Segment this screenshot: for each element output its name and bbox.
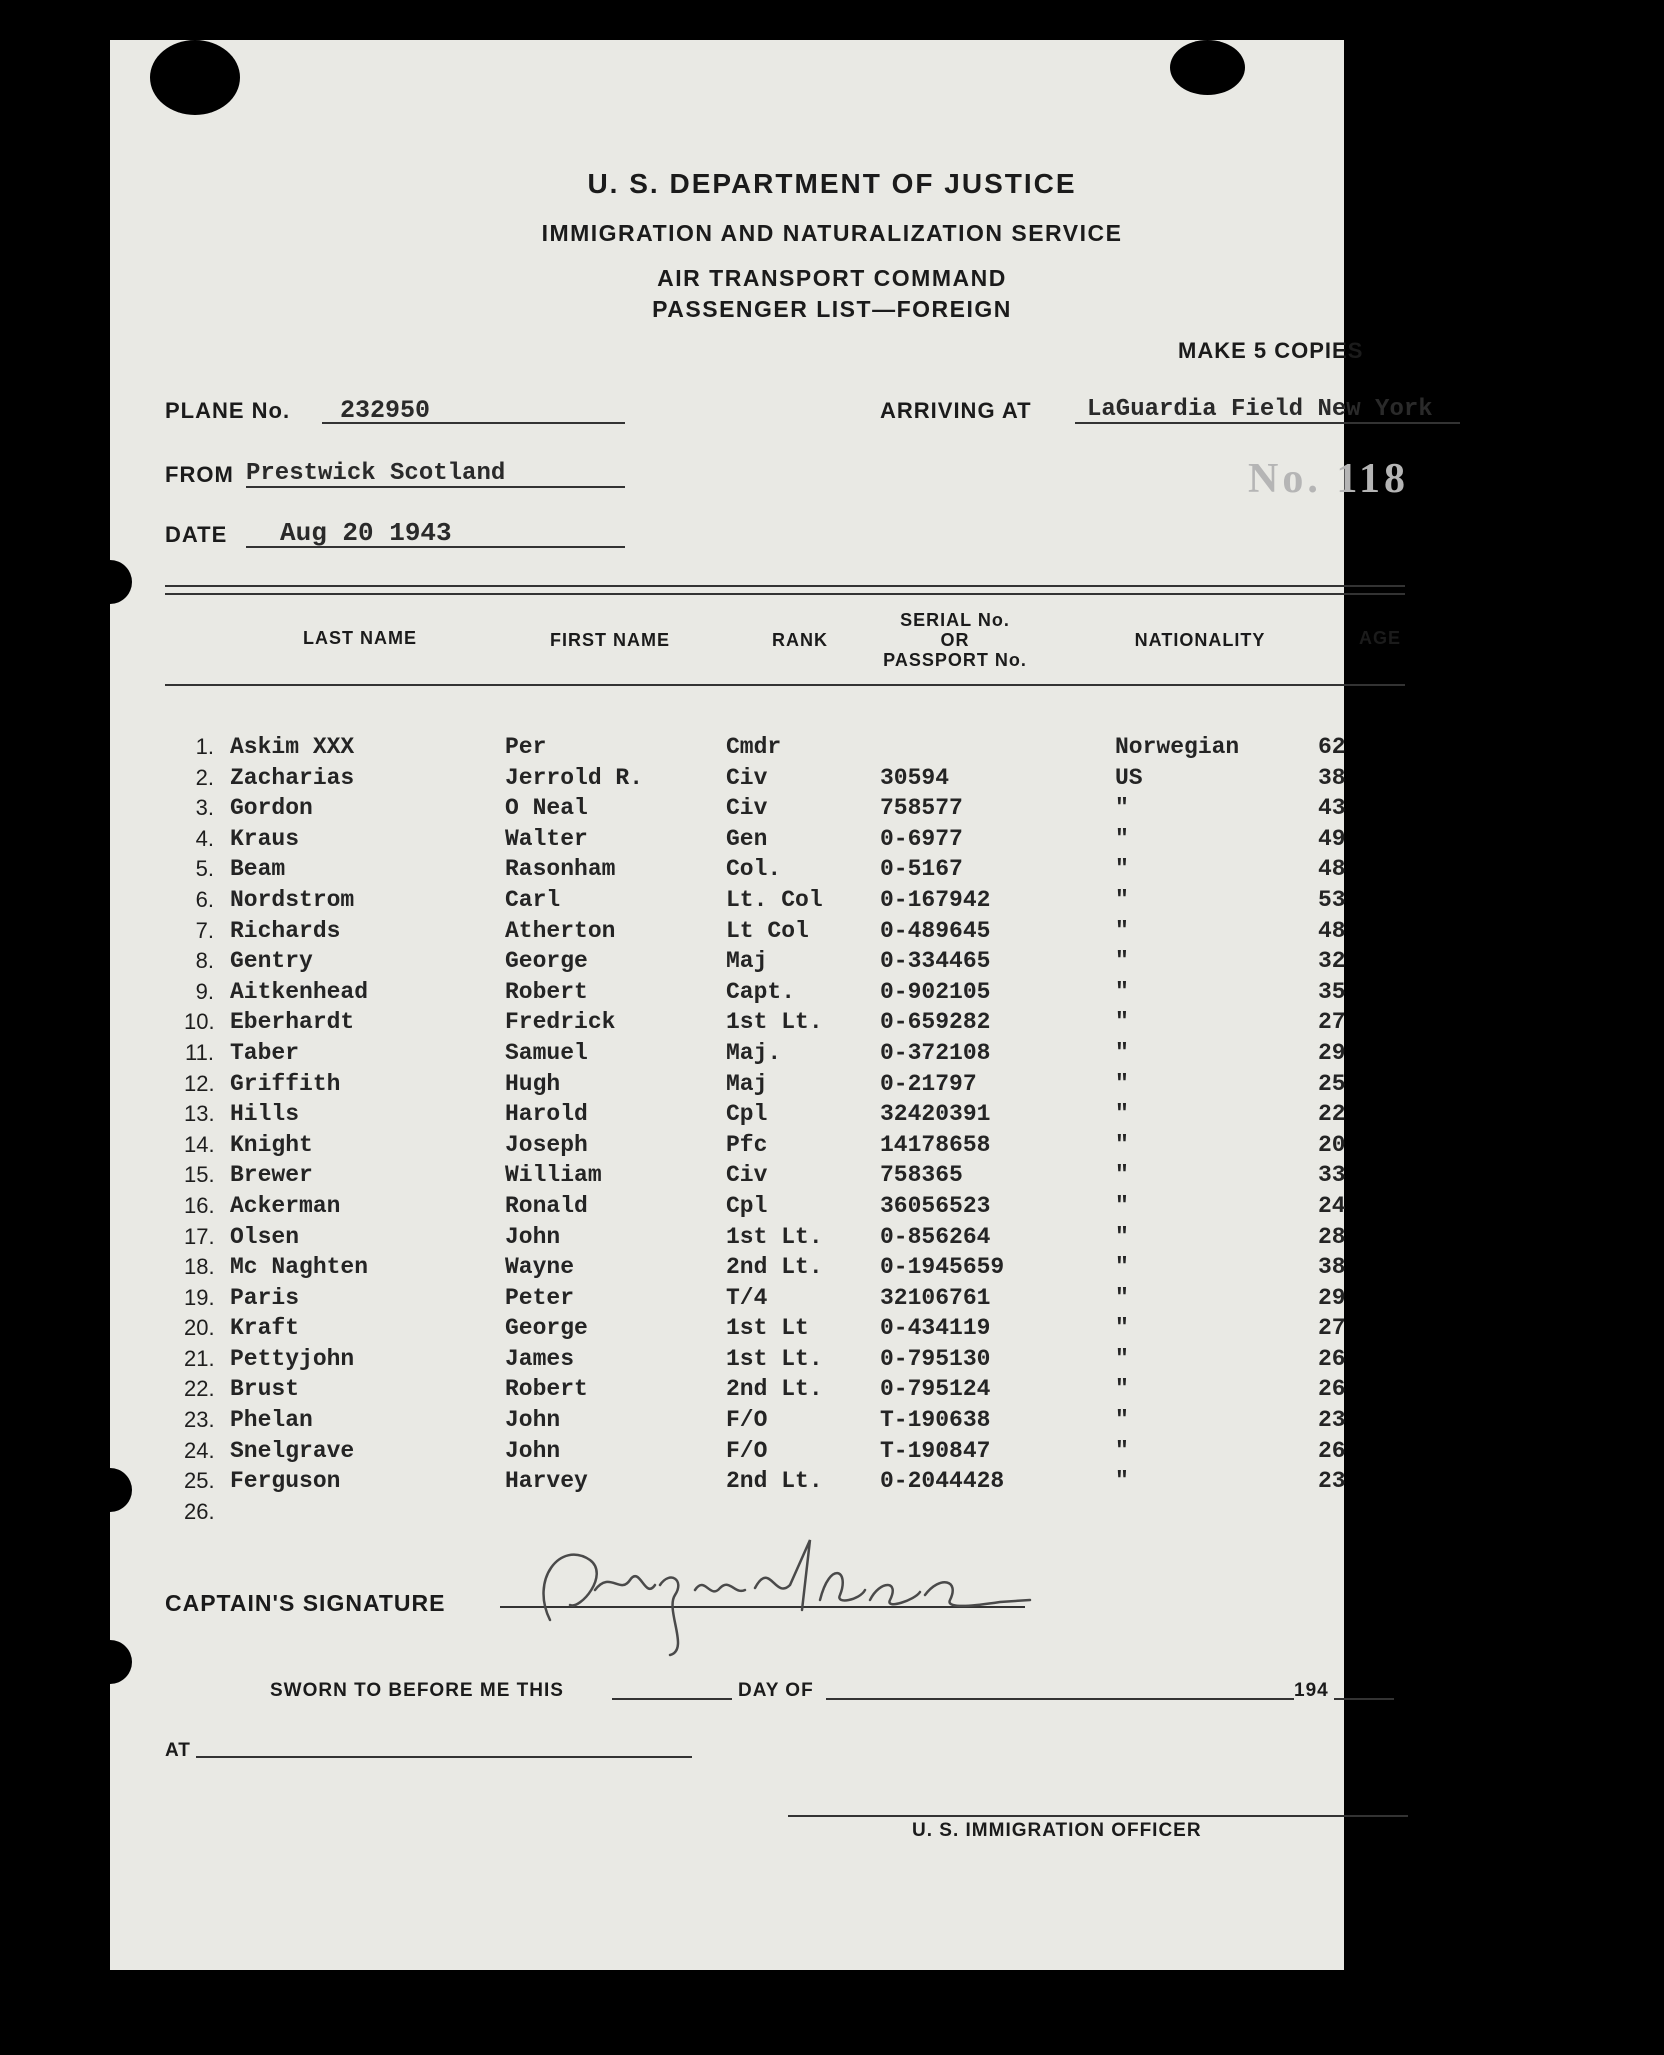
passenger-row: [0, 979, 1664, 1010]
officer-line: [788, 1815, 1408, 1817]
col-serial-line2: OR: [940, 630, 970, 650]
col-serial-line3: PASSPORT No.: [883, 650, 1027, 670]
passenger-age: 53: [1318, 886, 1346, 913]
passenger-rank: Pfc: [726, 1131, 768, 1158]
passenger-nationality: ": [1115, 886, 1129, 913]
passenger-serial: 0-167942: [880, 886, 991, 913]
passenger-age: 48: [1318, 917, 1346, 944]
passenger-nationality: ": [1115, 1101, 1129, 1128]
passenger-nationality: US: [1115, 764, 1143, 791]
passenger-serial: 0-902105: [880, 978, 991, 1005]
passenger-first-name: Peter: [505, 1284, 575, 1311]
date-label: DATE: [165, 522, 228, 547]
passenger-serial: 32106761: [880, 1284, 991, 1311]
passenger-last-name: Snelgrave: [230, 1437, 355, 1464]
passenger-rank: Civ: [726, 764, 768, 791]
passenger-number: 2.: [195, 764, 214, 790]
passenger-last-name: Beam: [230, 856, 286, 883]
passenger-age: 20: [1318, 1131, 1346, 1158]
passenger-number: 1.: [195, 734, 214, 759]
passenger-age: 23: [1318, 1407, 1346, 1434]
passenger-serial: 0-6977: [880, 825, 963, 852]
at-label: AT: [165, 1740, 191, 1761]
passenger-nationality: ": [1115, 948, 1129, 975]
passenger-number: 11.: [185, 1039, 214, 1065]
passenger-last-name: Pettyjohn: [230, 1345, 355, 1372]
passenger-serial: 30594: [880, 764, 950, 791]
passenger-number: 20.: [184, 1315, 215, 1341]
passenger-serial: 0-659282: [880, 1009, 991, 1036]
passenger-number: 3.: [195, 795, 214, 821]
passenger-nationality: ": [1115, 1407, 1129, 1434]
arriving-label: ARRIVING AT: [880, 398, 1032, 423]
passenger-last-name: Richards: [230, 917, 341, 944]
passenger-first-name: Atherton: [505, 917, 616, 944]
punch-hole-bottom: [88, 1640, 132, 1684]
day-of-line: [826, 1698, 1294, 1700]
passenger-nationality: ": [1115, 1284, 1129, 1311]
passenger-serial: 14178658: [880, 1131, 991, 1158]
passenger-number: 26.: [184, 1498, 215, 1524]
passenger-age: 24: [1318, 1192, 1346, 1219]
col-age: AGE: [1358, 628, 1401, 648]
service-heading: IMMIGRATION AND NATURALIZATION SERVICE: [541, 220, 1123, 246]
passenger-rank: Gen: [726, 825, 768, 852]
torn-corner-left: [150, 40, 240, 115]
passenger-row: [0, 1132, 1664, 1163]
passenger-nationality: ": [1115, 978, 1129, 1005]
passenger-rank: 1st Lt: [726, 1315, 809, 1342]
passenger-age: 62: [1318, 734, 1346, 760]
passenger-nationality: ": [1115, 1192, 1129, 1219]
passenger-row: [0, 1224, 1664, 1255]
passenger-nationality: ": [1115, 1376, 1129, 1403]
passenger-rank: Civ: [726, 795, 768, 822]
captain-signature-label: CAPTAIN'S SIGNATURE: [165, 1590, 446, 1616]
passenger-row: [0, 1468, 1664, 1499]
passenger-rank: Maj.: [726, 1039, 782, 1066]
passenger-row: [0, 1009, 1664, 1040]
passenger-last-name: Griffith: [230, 1070, 341, 1097]
passenger-row: [0, 918, 1664, 949]
passenger-rank: Maj: [726, 948, 768, 975]
passenger-last-name: Paris: [230, 1284, 300, 1311]
passenger-last-name: Gordon: [230, 795, 313, 822]
passenger-serial: T-190638: [880, 1407, 991, 1434]
passenger-first-name: Robert: [505, 978, 588, 1005]
passenger-age: 26: [1318, 1376, 1346, 1403]
passenger-last-name: Kraus: [230, 825, 300, 852]
command-heading: AIR TRANSPORT COMMAND: [657, 265, 1007, 291]
passenger-last-name: Gentry: [230, 948, 313, 975]
sworn-line: [612, 1698, 732, 1700]
passenger-number: 9.: [195, 978, 214, 1004]
year-label: 194: [1294, 1680, 1329, 1701]
passenger-first-name: John: [505, 1437, 561, 1464]
arriving-line: [1075, 422, 1460, 424]
passenger-nationality: ": [1115, 1131, 1129, 1158]
passenger-age: 38: [1318, 764, 1346, 791]
at-line: [196, 1756, 692, 1758]
passenger-age: 26: [1318, 1437, 1346, 1464]
sworn-label: SWORN TO BEFORE ME THIS: [270, 1680, 564, 1701]
punch-hole-top: [88, 560, 132, 604]
passenger-first-name: Fredrick: [505, 1009, 616, 1036]
passenger-first-name: George: [505, 948, 588, 975]
plane-number: 232950: [340, 396, 431, 425]
passenger-list: [0, 734, 1664, 1529]
plane-label: PLANE No.: [165, 398, 291, 423]
passenger-nationality: ": [1115, 1009, 1129, 1036]
passenger-nationality: ": [1115, 1345, 1129, 1372]
passenger-rank: Capt.: [726, 978, 796, 1005]
passenger-serial: 32420391: [880, 1101, 991, 1128]
passenger-rank: 2nd Lt.: [726, 1376, 823, 1403]
from-label: FROM: [165, 462, 234, 487]
passenger-serial: 758365: [880, 1162, 963, 1189]
passenger-number: 19.: [184, 1284, 215, 1310]
header-bottom-rule: [165, 684, 1405, 686]
passenger-number: 13.: [184, 1101, 215, 1127]
passenger-rank: Cpl: [726, 1101, 768, 1128]
passenger-row: [0, 1071, 1664, 1102]
passenger-number: 8.: [195, 948, 214, 974]
passenger-number: 4.: [195, 825, 214, 851]
passenger-row: [0, 1376, 1664, 1407]
passenger-row: [0, 826, 1664, 857]
passenger-rank: Col.: [726, 856, 782, 883]
passenger-nationality: ": [1115, 1039, 1129, 1066]
passenger-number: 22.: [184, 1376, 215, 1402]
passenger-age: 28: [1318, 1223, 1346, 1250]
passenger-row: [0, 734, 1664, 765]
passenger-row: [0, 887, 1664, 918]
passenger-number: 5.: [195, 856, 214, 882]
passenger-serial: 0-434119: [880, 1315, 991, 1342]
passenger-age: 29: [1318, 1284, 1346, 1311]
passenger-rank: Lt Col: [726, 917, 809, 944]
passenger-nationality: ": [1115, 856, 1129, 883]
passenger-nationality: ": [1115, 1223, 1129, 1250]
passenger-serial: 0-856264: [880, 1223, 991, 1250]
passenger-last-name: Taber: [230, 1039, 300, 1066]
passenger-last-name: Askim XXX: [230, 734, 355, 760]
officer-label: U. S. IMMIGRATION OFFICER: [912, 1820, 1202, 1841]
arriving-value: LaGuardia Field New York: [1087, 396, 1433, 423]
passenger-serial: 0-5167: [880, 856, 963, 883]
passenger-nationality: ": [1115, 825, 1129, 852]
passenger-nationality: ": [1115, 1315, 1129, 1342]
passenger-last-name: Zacharias: [230, 764, 355, 791]
passenger-first-name: Harvey: [505, 1468, 588, 1495]
passenger-rank: 1st Lt.: [726, 1223, 823, 1250]
passenger-first-name: Rasonham: [505, 856, 616, 883]
passenger-first-name: John: [505, 1407, 561, 1434]
passenger-age: 48: [1318, 856, 1346, 883]
passenger-number: 25.: [184, 1468, 215, 1494]
passenger-first-name: Wayne: [505, 1254, 575, 1281]
passenger-rank: 1st Lt.: [726, 1345, 823, 1372]
col-nationality: NATIONALITY: [1134, 630, 1266, 650]
passenger-row: [0, 1407, 1664, 1438]
passenger-first-name: James: [505, 1345, 575, 1372]
passenger-rank: F/O: [726, 1437, 768, 1464]
passenger-first-name: Joseph: [505, 1131, 588, 1158]
passenger-serial: 0-795130: [880, 1345, 991, 1372]
passenger-nationality: ": [1115, 795, 1129, 822]
captain-signature: [520, 1500, 1040, 1660]
passenger-first-name: Robert: [505, 1376, 588, 1403]
copies-note: MAKE 5 COPIES: [1178, 338, 1364, 363]
passenger-rank: 2nd Lt.: [726, 1468, 823, 1495]
passenger-number: 15.: [184, 1162, 215, 1188]
passenger-serial: 0-795124: [880, 1376, 991, 1403]
col-first-name: FIRST NAME: [550, 630, 670, 650]
passenger-age: 43: [1318, 795, 1346, 822]
passenger-row: [0, 1162, 1664, 1193]
passenger-rank: Civ: [726, 1162, 768, 1189]
passenger-age: 25: [1318, 1070, 1346, 1097]
passenger-row: [0, 1040, 1664, 1071]
passenger-first-name: Harold: [505, 1101, 588, 1128]
passenger-last-name: Olsen: [230, 1223, 300, 1250]
passenger-row: [0, 856, 1664, 887]
passenger-first-name: Jerrold R.: [505, 764, 644, 791]
passenger-last-name: Ackerman: [230, 1192, 341, 1219]
file-stamp: No. 118: [1248, 456, 1410, 502]
passenger-row: [0, 1101, 1664, 1132]
passenger-last-name: Phelan: [230, 1407, 313, 1434]
passenger-age: 29: [1318, 1039, 1346, 1066]
passenger-row: [0, 1315, 1664, 1346]
passenger-first-name: Carl: [505, 886, 561, 913]
passenger-number: 10.: [184, 1009, 215, 1035]
passenger-row: [0, 795, 1664, 826]
passenger-last-name: Mc Naghten: [230, 1254, 369, 1281]
passenger-age: 26: [1318, 1345, 1346, 1372]
day-of-label: DAY OF: [738, 1680, 814, 1701]
passenger-nationality: ": [1115, 1437, 1129, 1464]
passenger-age: 27: [1318, 1009, 1346, 1036]
passenger-nationality: ": [1115, 1070, 1129, 1097]
passenger-last-name: Ferguson: [230, 1468, 341, 1495]
passenger-number: 7.: [195, 917, 214, 943]
passenger-nationality: Norwegian: [1115, 734, 1240, 760]
list-title: PASSENGER LIST—FOREIGN: [652, 296, 1012, 322]
col-last-name: LAST NAME: [303, 628, 417, 648]
passenger-age: 38: [1318, 1254, 1346, 1281]
passenger-rank: 1st Lt.: [726, 1009, 823, 1036]
department-heading: U. S. DEPARTMENT OF JUSTICE: [587, 168, 1077, 199]
passenger-serial: 0-489645: [880, 917, 991, 944]
passenger-row: [0, 1285, 1664, 1316]
from-value: Prestwick Scotland: [246, 460, 506, 487]
passenger-first-name: George: [505, 1315, 588, 1342]
passenger-first-name: Samuel: [505, 1039, 588, 1066]
passenger-age: 33: [1318, 1162, 1346, 1189]
passenger-serial: 0-21797: [880, 1070, 977, 1097]
passenger-rank: 2nd Lt.: [726, 1254, 823, 1281]
passenger-last-name: Aitkenhead: [230, 978, 369, 1005]
passenger-rank: Lt. Col: [726, 886, 823, 913]
passenger-number: 6.: [195, 886, 214, 912]
date-value: Aug 20 1943: [280, 518, 452, 548]
passenger-number: 17.: [184, 1223, 215, 1249]
passenger-age: 49: [1318, 825, 1346, 852]
passenger-serial: 0-334465: [880, 948, 991, 975]
passenger-first-name: Hugh: [505, 1070, 561, 1097]
passenger-serial: T-190847: [880, 1437, 991, 1464]
passenger-last-name: Hills: [230, 1101, 300, 1128]
passenger-first-name: William: [505, 1162, 602, 1189]
from-line: [246, 486, 625, 488]
passenger-rank: Maj: [726, 1070, 768, 1097]
passenger-serial: 0-372108: [880, 1039, 991, 1066]
passenger-first-name: Walter: [505, 825, 588, 852]
passenger-last-name: Eberhardt: [230, 1009, 355, 1036]
passenger-serial: 0-1945659: [880, 1254, 1005, 1281]
passenger-first-name: O Neal: [505, 795, 588, 822]
passenger-number: 14.: [184, 1131, 215, 1157]
passenger-first-name: John: [505, 1223, 561, 1250]
passenger-rank: F/O: [726, 1407, 768, 1434]
passenger-nationality: ": [1115, 1254, 1129, 1281]
passenger-age: 23: [1318, 1468, 1346, 1495]
passenger-first-name: Per: [505, 734, 547, 760]
passenger-number: 21.: [184, 1345, 215, 1371]
passenger-rank: Cmdr: [726, 734, 782, 760]
col-serial-line1: SERIAL No.: [900, 610, 1010, 630]
passenger-nationality: ": [1115, 917, 1129, 944]
passenger-nationality: ": [1115, 1162, 1129, 1189]
passenger-row: [0, 1193, 1664, 1224]
passenger-row: [0, 765, 1664, 796]
passenger-age: 22: [1318, 1101, 1346, 1128]
passenger-number: 23.: [184, 1407, 215, 1433]
passenger-rank: T/4: [726, 1284, 768, 1311]
year-line: [1334, 1698, 1394, 1700]
date-line: [246, 546, 625, 548]
passenger-nationality: ": [1115, 1468, 1129, 1495]
passenger-last-name: Brewer: [230, 1162, 313, 1189]
col-rank: RANK: [772, 630, 828, 650]
passenger-age: 35: [1318, 978, 1346, 1005]
passenger-number: 16.: [184, 1192, 215, 1218]
passenger-last-name: Brust: [230, 1376, 300, 1403]
passenger-rank: Cpl: [726, 1192, 768, 1219]
passenger-first-name: Ronald: [505, 1192, 588, 1219]
plane-line: [322, 422, 625, 424]
passenger-serial: 0-2044428: [880, 1468, 1005, 1495]
passenger-row: [0, 948, 1664, 979]
passenger-number: 24.: [184, 1437, 215, 1463]
passenger-last-name: Nordstrom: [230, 886, 355, 913]
passenger-serial: 758577: [880, 795, 963, 822]
passenger-last-name: Kraft: [230, 1315, 300, 1342]
torn-corner-right: [1170, 40, 1245, 95]
passenger-number: 12.: [184, 1070, 215, 1096]
passenger-age: 32: [1318, 948, 1346, 975]
passenger-serial: 36056523: [880, 1192, 991, 1219]
double-rule-bottom: [165, 593, 1405, 595]
passenger-row: [0, 1254, 1664, 1285]
passenger-age: 27: [1318, 1315, 1346, 1342]
passenger-number: 18.: [184, 1254, 215, 1280]
passenger-row: [0, 1438, 1664, 1469]
passenger-row: [0, 1346, 1664, 1377]
passenger-last-name: Knight: [230, 1131, 313, 1158]
double-rule-top: [165, 585, 1405, 587]
